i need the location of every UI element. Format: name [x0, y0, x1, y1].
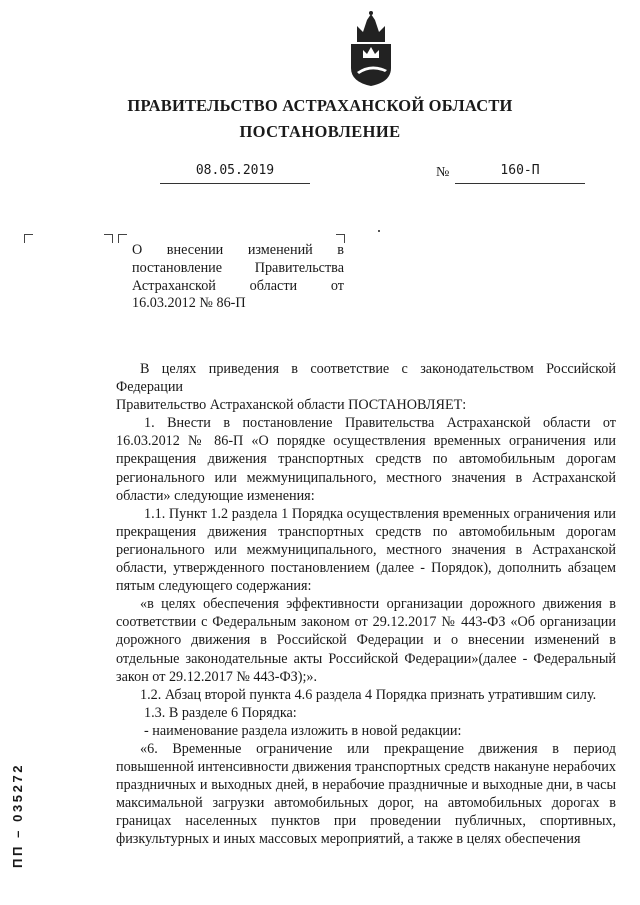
government-title: ПРАВИТЕЛЬСТВО АСТРАХАНСКОЙ ОБЛАСТИ — [127, 96, 513, 115]
form-serial-code: ПП – 035272 — [10, 762, 25, 868]
document-date: 08.05.2019 — [160, 163, 310, 184]
corner-mark — [118, 234, 127, 243]
paragraph-1-1: 1.1. Пункт 1.2 раздела 1 Порядка осуществления временных ограничения или прекращения движения транспортных средств по автомобильным дорогам регионального или межмуниципального, местного значения в Астраханской области, утвержденного постановлением (далее - Порядок), дополнить абзацем пятым следующего содержания: — [116, 505, 616, 595]
paragraph-1-3: 1.3. В разделе 6 Порядка: — [144, 704, 297, 721]
paragraph-1: 1. Внести в постановление Правительства Астраханской области от 16.03.2012 № 86-П «О порядке осуществления временных ограничения или прекращения движения транспортных средств по автомобильным дорогам регионального или межмуниципального, местного значения в Астраханской области» следующие изменения: — [116, 415, 616, 504]
number-sign: № — [436, 165, 450, 180]
document-subject: О внесении изменений в постановление Правительства Астраханской области от 16.03.2012 № 86-П — [132, 242, 344, 312]
paragraph-1-3-item: - наименование раздела изложить в новой редакции: — [144, 722, 462, 739]
document-type: ПОСТАНОВЛЕНИЕ — [239, 122, 401, 141]
scan-dot — [378, 230, 380, 232]
section-6-text: «6. Временные ограничение или прекращение движения в период повышенной интенсивности движения транспортных средств накануне нерабочих праздничных и выходных дней, в нерабочие праздничные и выходные дни, в часы максимальной загрузки автомобильных дорог, на автомобильных дорогах в границах населенных пунктов при проведении публичных, спортивных, физкультурных и иных массовых мероприятий, а также в целях обеспечения — [116, 740, 616, 848]
preamble: В целях приведения в соответствие с законодательством Российской Федерации — [116, 361, 616, 396]
paragraph-1-2: 1.2. Абзац второй пункта 4.6 раздела 4 Порядка признать утратившим силу. — [140, 686, 597, 703]
coat-of-arms-icon — [343, 10, 399, 88]
document-body — [116, 360, 616, 849]
document-number: 160-П — [455, 163, 585, 184]
resolves-line: Правительство Астраханской области ПОСТАНОВЛЯЕТ: — [116, 397, 467, 414]
corner-mark — [104, 234, 113, 243]
corner-mark — [24, 234, 33, 243]
quoted-paragraph: «в целях обеспечения эффективности организации дорожного движения в соответствии с Федеральным законом от 29.12.2017 № 443-ФЗ «Об организации дорожного движения в Российской Федерации и о внесении изменений в отдельные законодательные акты Российской Федерации»(далее - Федеральный закон от 29.12.2017 № 443-ФЗ);». — [116, 596, 616, 685]
